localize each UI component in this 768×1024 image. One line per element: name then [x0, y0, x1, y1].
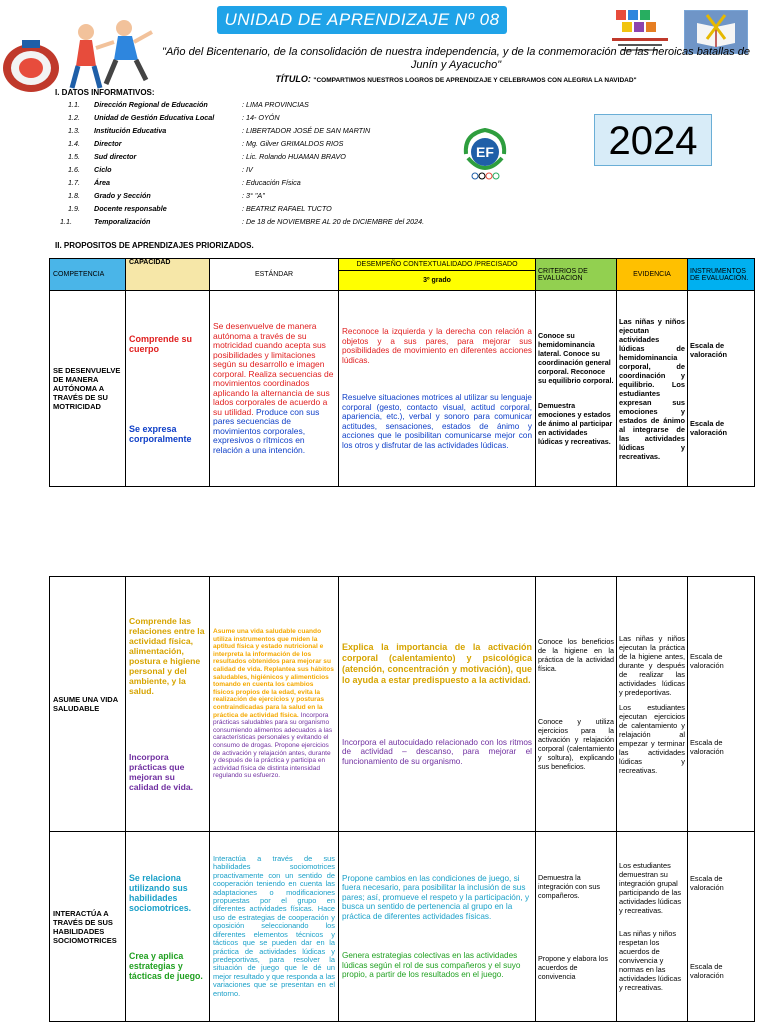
criterio-saludable-2: Conoce y utiliza ejercicios para la activación y relajación corporal (calentamiento y soltura), explicando sus beneficios. — [538, 717, 614, 771]
school-crest-logo — [0, 38, 62, 94]
datos-row: 1.2. Unidad de Gestión Educativa Local : 14- OYÓN — [68, 113, 280, 122]
capacidad-comprende-cuerpo: Comprende su cuerpo — [129, 333, 193, 354]
criterio-saludable-1: Conoce los beneficios de la higiene en la práctica de la actividad física. — [538, 637, 614, 673]
instrumento-saludable-2: Escala de valoración — [690, 738, 724, 756]
header-instrumentos: INSTRUMENTOS DE EVALUACIÓN. — [688, 259, 755, 291]
competencia-saludable: ASUME UNA VIDA SALUDABLE — [50, 577, 126, 832]
year-motto: "Año del Bicentenario, de la consolidación de nuestra independencia, y de la conmemoración de las heroicas batallas de Junín y Ayacucho" — [162, 46, 750, 71]
estandar-motricidad-blue: Produce con sus pares secuencias de movimientos corporales, expresivos o rítmicos en relación a una intención. — [213, 406, 320, 455]
capacidad-crea-estrategias: Crea y aplica estrategias y tácticas de juego. — [129, 950, 203, 981]
datos-row: 1.9. Docente responsable : BEATRIZ RAFAEL TUCTO — [68, 204, 332, 213]
datos-row: 1.8. Grado y Sección : 3° "A" — [68, 191, 265, 200]
physical-education-logo — [460, 124, 510, 182]
evidencia-saludable-1: Las niñas y niños ejecutan la práctica de la higiene antes, durante y después de realizar las actividades lúdicas y predeportivas. — [619, 633, 685, 697]
datos-row: 1.3. Institución Educativa : LIBERTADOR JOSÉ DE SAN MARTIN — [68, 126, 371, 135]
estandar-motricidad-red: Se desenvuelve de manera autónoma a través de su motricidad cuando acepta sus posibilidades y limitaciones según su desarrollo e imagen corporal. Realiza secuencias de movimientos coordinados aplicando la alternancia de sus lados corporales de acuerdo a su utilidad. — [213, 321, 334, 417]
capacidad-comprende-relaciones: Comprende las relaciones entre la actividad física, alimentación, postura e higiene personal y del ambiente, y la salud. — [129, 616, 205, 696]
header-evidencia: EVIDENCIA — [617, 259, 688, 291]
desempeno-interactua-2: Genera estrategias colectivas en las actividades lúdicas según el rol de sus compañeros y el suyo propio, a partir de los resultados en el juego. — [342, 951, 521, 979]
datos-row: 1.6. Ciclo : IV — [68, 165, 253, 174]
instrumento-saludable-1: Escala de valoración — [690, 652, 724, 670]
competencia-interactua: INTERACTÚA A TRAVÉS DE SUS HABILIDADES SOCIOMOTRICES — [50, 832, 126, 1022]
header-criterios: CRITERIOS DE EVALUACION — [536, 259, 617, 291]
competencia-motricidad: SE DESENVUELVE DE MANERA AUTÓNOMA A TRAVÉS DE SU MOTRICIDAD — [50, 291, 126, 487]
capacidad-incorpora-practicas: Incorpora prácticas que mejoran su calidad de vida. — [129, 752, 193, 792]
estandar-saludable-orange: Asume una vida saludable cuando utiliza instrumentos que miden la aptitud física y estado nutricional e interpreta la información de los resultados obtenidos para mejorar su calidad de vida. Replantea sus hábitos saludables, higiénicos y alimenticios tomando en cuenta los cambios físicos propios de la edad, evita la realización de ejercicios y posturas contraindicadas para la salud en la práctica de actividad física. — [213, 628, 334, 719]
unit-title: TÍTULO: "COMPARTIMOS NUESTROS LOGROS DE APRENDIZAJE Y CELEBRAMOS CON ALEGRIA LA NAVIDAD" — [275, 74, 637, 84]
datos-list — [60, 100, 488, 230]
estandar-interactua: Interactúa a través de sus habilidades sociomotrices proactivamente con un sentido de cooperación teniendo en cuenta las adaptaciones o modificaciones propuestas por el grupo en diferentes actividades físicas. Hace uso de estrategias de cooperación y oposición seleccionando los diferentes elementos técnicos y tácticos que se pueden dar en la práctica de actividades lúdicas y predeportivas, para resolver la situación de juego que le dé un mejor resultado y que responda a las variaciones que se presentan en el entorno. — [210, 832, 339, 1022]
instrumento-interactua-2: Escala de valoración — [690, 961, 724, 980]
datos-row: 1.1. Dirección Regional de Educación : LIMA PROVINCIAS — [68, 100, 309, 109]
header-capacidad: CAPACIDAD — [126, 259, 210, 291]
instrumento-interactua-1: Escala de valoración — [690, 873, 724, 892]
header-estandar: ESTÁNDAR — [210, 259, 339, 291]
evidencia-saludable-2: Los estudiantes ejecutan ejercicios de calentamiento y relajación al empezar y terminar las actividades lúdicas y recreativas. — [619, 702, 685, 775]
criterio-motricidad-1: Conoce su hemidominancia lateral. Conoce su coordinación general corporal. Reconoce su equilibrio corporal. — [538, 331, 614, 385]
propositos-table-continued — [49, 576, 755, 1022]
desempeno-motricidad-2: Resuelve situaciones motrices al utilizar su lenguaje corporal (gesto, contacto visual, actitud corporal, apariencia, etc.), verbal y sonoro para comunicar actitudes, sensaciones, estados de ánimo y acciones que le posibilitan comunicarse mejor con los otros y disfrutar de las actividades lúdicas. — [342, 393, 532, 450]
evidencia-interactua-1: Los estudiantes demuestran su integración grupal participando de las actividades lúdicas y recreativas. — [619, 861, 682, 915]
desempeno-motricidad-1: Reconoce la izquierda y la derecha con relación a objetos y a sus pares, para mejorar sus posibilidades de movimiento en diferentes acciones lúdicas. — [342, 327, 532, 365]
criterio-motricidad-2: Demuestra emociones y estados de ánimo al participar en actividades lúdicas y recreativas. — [538, 401, 613, 446]
evidencia-motricidad: Las niñas y niños ejecutan actividades lúdicas de hemidominancia corporal, de coordinación y equilibrio. Los estudiantes expresan sus emociones y estados de ánimo al integrarse de las actividades lúdicas y recreativas. — [617, 291, 688, 487]
year-box: 2024 — [594, 114, 712, 166]
criterio-interactua-1: Demuestra la integración con sus compañeros. — [538, 872, 600, 900]
kids-illustration — [66, 18, 154, 92]
instrumento-motricidad-2: Escala de valoración — [690, 418, 727, 437]
propositos-table — [49, 258, 755, 487]
header-desempeno: DESEMPEÑO CONTEXTUALIDADO /PRECISADO — [339, 259, 536, 271]
estandar-saludable-purple: Incorpora prácticas saludables para su organismo consumiendo alimentos adecuados a las características personales y evitando el consumo de drogas. Propone ejercicios de activación y relajación antes, durante y después de la práctica y participa en actividad física de distinta intensidad regulando su esfuerzo. — [213, 711, 333, 780]
capacidad-expresa-corporalmente: Se expresa corporalmente — [129, 423, 192, 444]
instrumento-motricidad-1: Escala de valoración — [690, 340, 727, 359]
criterio-interactua-2: Propone y elabora los acuerdos de convivencia — [538, 953, 608, 981]
datos-row: 1.7. Área : Educación Física — [68, 178, 301, 187]
svg-text:EF: EF — [476, 144, 494, 160]
section-propositos-heading: II. PROPOSITOS DE APRENDIZAJES PRIORIZADOS. — [55, 241, 254, 250]
desempeno-interactua-1: Propone cambios en las condiciones de juego, si fuera necesario, para posibilitar la inclusión de sus pares; así, promueve el respeto y la participación, y busca un sentido de pertenencia al grupo en la práctica de diferentes actividades físicas. — [342, 873, 530, 921]
header-grado: 3º grado — [339, 271, 536, 291]
unit-banner: UNIDAD DE APRENDIZAJE Nº 08 — [217, 6, 507, 34]
desempeno-saludable-2: Incorpora el autocuidado relacionado con los ritmos de actividad – descanso, para mejorar el funcionamiento de su organismo. — [342, 737, 532, 766]
header-competencia: COMPETENCIA — [50, 259, 126, 291]
section-datos-heading: I. DATOS INFORMATIVOS: — [55, 88, 155, 97]
desempeno-saludable-1: Explica la importancia de la activación corporal (calentamiento) y psicológica (atención, concentración y motivación), que lo ayuda a estar predispuesto a la actividad. — [342, 641, 532, 685]
evidencia-interactua-2: Las niñas y niños respetan los acuerdos de convivencia y normas en las actividades lúdicas y recreativas. — [619, 929, 682, 992]
capacidad-se-relaciona: Se relaciona utilizando sus habilidades sociomotrices. — [129, 872, 192, 913]
datos-row: 1.5. Sud director : Lic. Rolando HUAMAN BRAVO — [68, 152, 346, 161]
datos-row: 1.4. Director : Mg. Gilver GRIMALDOS RIOS — [68, 139, 344, 148]
datos-row: 1.1. Temporalización : De 18 de NOVIEMBRE AL 20 de DICIEMBRE del 2024. — [60, 217, 425, 226]
